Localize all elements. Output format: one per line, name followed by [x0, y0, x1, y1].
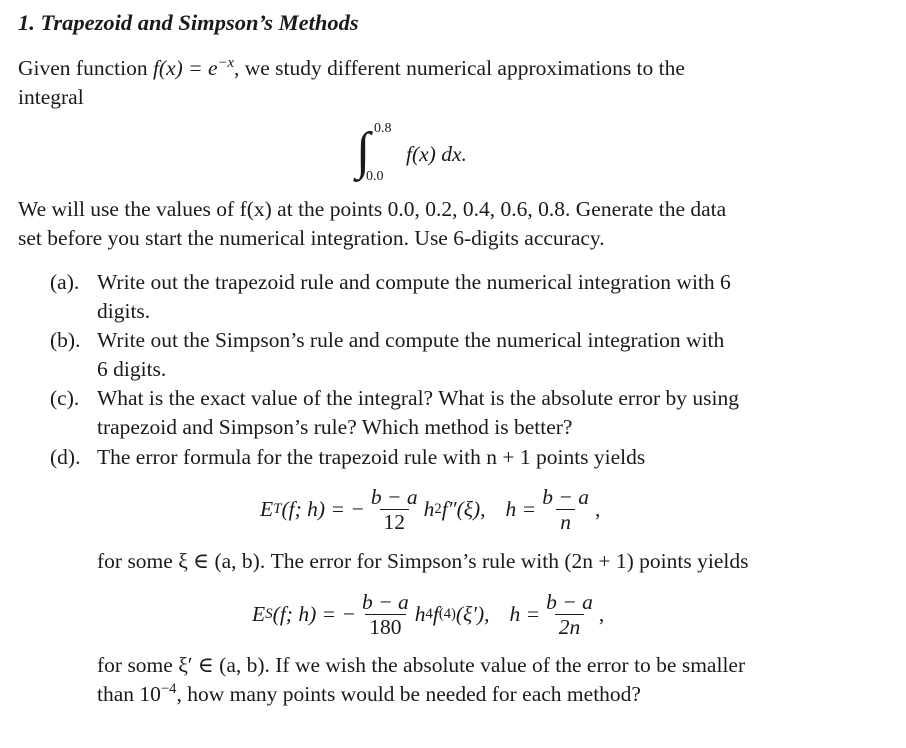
simp-h-numerator: b − a [546, 589, 593, 614]
simp-lhs-sub: S [265, 605, 273, 622]
item-b-label: (b). [50, 328, 81, 352]
simp-lhs: E [252, 601, 266, 626]
function-exponent: −x [217, 54, 234, 71]
trap-tail: , [594, 496, 601, 521]
simp-fraction [358, 590, 413, 639]
trap-h-label: h = [505, 496, 537, 521]
simp-term: h [414, 601, 426, 626]
item-c-line-2: trapezoid and Simpson’s rule? Which method is better? [97, 415, 573, 439]
section-title: 1. Trapezoid and Simpson’s Methods [18, 10, 359, 35]
trap-lhs-sub: T [273, 500, 282, 517]
simp-term-f: f [432, 601, 439, 626]
trap-fraction [367, 485, 422, 534]
item-d-mid-line: for some ξ ∈ (a, b). The error for Simpson’s rule with (2n + 1) points yields [97, 549, 749, 573]
simpson-error-formula: E S (f; h) = − $\frac{b - a}{180}$ h 4 f (4) (ξ′), h = $\frac{b - a}{2n}$ , [252, 589, 605, 639]
trap-fraction-numerator: b − a [370, 484, 418, 509]
item-d-end-line-2 [97, 680, 641, 709]
trap-h-numerator: b − a [542, 484, 589, 509]
item-a-line-2: digits. [97, 299, 151, 323]
end-text-exp: −4 [160, 680, 177, 697]
trapezoid-error-formula: E T (f; h) = − $\frac{b - a}{12}$ h 2 f″(ξ), h = $\frac{b - a}{n}$ , [260, 484, 601, 534]
setup-line-2: set before you start the numerical integration. Use 6-digits accuracy. [18, 226, 605, 250]
trap-h-fraction [538, 485, 593, 534]
integral-lower-limit: 0.0 [366, 169, 384, 184]
trap-lhs: E [260, 496, 274, 521]
simp-h-label: h = [509, 601, 541, 626]
item-d-line-1: The error formula for the trapezoid rule with n + 1 points yields [97, 445, 646, 469]
simp-fraction-denominator: 180 [365, 614, 405, 639]
simp-fraction-numerator: b − a [362, 589, 409, 614]
trap-lhs-args: (f; h) = − [281, 496, 365, 521]
setup-line-1: We will use the values of f(x) at the points 0.0, 0.2, 0.4, 0.6, 0.8. Generate the data [18, 197, 727, 221]
item-a-line-1: Write out the trapezoid rule and compute the numerical integration with 6 [97, 270, 731, 294]
intro-text-after: , we study different numerical approximations to the [233, 56, 685, 80]
item-d-label: (d). [50, 445, 81, 469]
item-b-line-2: 6 digits. [97, 357, 167, 381]
intro-line-1 [18, 54, 685, 83]
simp-h-fraction [542, 590, 597, 639]
item-c-label: (c). [50, 386, 80, 410]
integral-upper-limit: 0.8 [374, 121, 392, 136]
integral-sign-icon: ∫ [356, 123, 371, 180]
integrand: f(x) dx. [406, 142, 467, 166]
trap-term: h [423, 496, 435, 521]
intro-text-before: Given function [18, 56, 153, 80]
trap-h-denominator: n [556, 509, 575, 534]
trap-term-rest: f″(ξ), [441, 496, 486, 521]
simp-lhs-args: (f; h) = − [272, 601, 357, 626]
item-a-label: (a). [50, 270, 80, 294]
trap-fraction-denominator: 12 [380, 509, 410, 534]
end-text-after: , how many points would be needed for each method? [176, 682, 641, 706]
simp-tail: , [598, 601, 605, 626]
end-text-before: than 10 [97, 682, 161, 706]
simp-term-rest: (ξ′), [455, 601, 490, 626]
item-d-end-line-1: for some ξ′ ∈ (a, b). If we wish the absolute value of the error to be smaller [97, 653, 746, 677]
simp-h-denominator: 2n [555, 614, 585, 639]
item-c-line-1: What is the exact value of the integral? What is the absolute error by using [97, 386, 739, 410]
function-definition: f(x) = e [152, 56, 218, 80]
intro-line-2: integral [18, 85, 84, 109]
item-b-line-1: Write out the Simpson’s rule and compute the numerical integration with [97, 328, 725, 352]
